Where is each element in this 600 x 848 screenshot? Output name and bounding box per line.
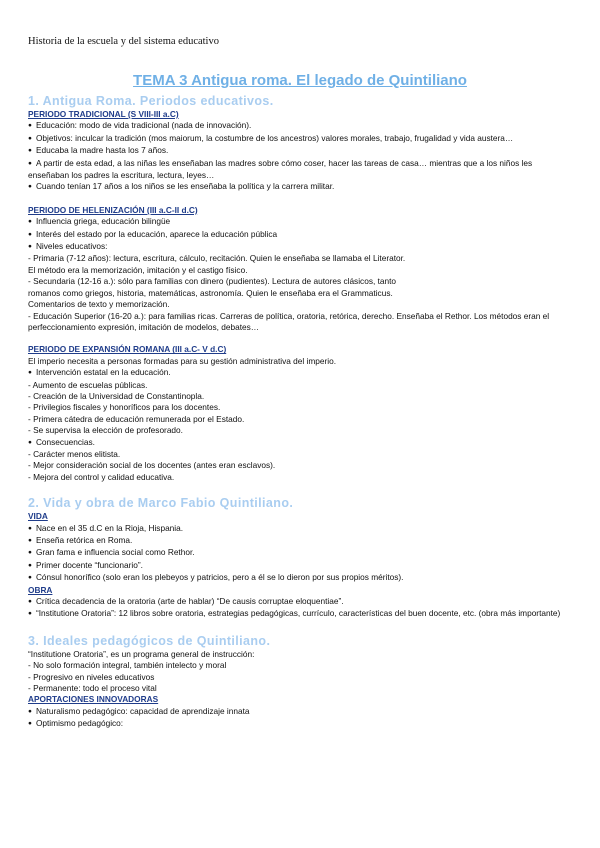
section-heading-3: 3. Ideales pedagógicos de Quintiliano. — [28, 633, 271, 648]
text-line: El imperio necesita a personas formadas para su gestión administrativa del imperio. — [28, 355, 337, 366]
list-item: ● Influencia griega, educación bilingüe — [28, 216, 574, 228]
subheading-periodo-helenizacion: PERIODO DE HELENIZACIÓN (III a.C-II d.C) — [28, 204, 198, 215]
page-title: TEMA 3 Antigua roma. El legado de Quintiliano — [133, 72, 467, 89]
list-item: ● Consecuencias. — [28, 437, 574, 449]
text-line: El método era la memorización, imitación y el castigo físico. — [28, 264, 248, 275]
list-item: ● Optimismo pedagógico: — [28, 718, 574, 730]
text-line: - Progresivo en niveles educativos — [28, 671, 155, 682]
list-item: ● Niveles educativos: — [28, 241, 574, 253]
text-line: - Privilegios fiscales y honoríficos para los docentes. — [28, 402, 221, 413]
subheading-periodo-expansion: PERIODO DE EXPANSIÓN ROMANA (III a.C- V d.C) — [28, 344, 227, 355]
list-item: ● Nace en el 35 d.C en la Rioja, Hispania. — [28, 523, 574, 535]
text-line: - Creación de la Universidad de Constantinopla. — [28, 390, 205, 401]
text-line: - Permanente: todo el proceso vital — [28, 683, 157, 694]
list-item: ● Cuando tenían 17 años a los niños se les enseñaba la política y la carrera militar. — [28, 181, 574, 193]
list-item: ● Enseña retórica en Roma. — [28, 535, 574, 547]
section-heading-2: 2. Vida y obra de Marco Fabio Quintiliano. — [28, 496, 294, 511]
list-item: ● Cónsul honorífico (solo eran los plebeyos y patricios, pero a él se lo dieron por sus propios méritos). — [28, 572, 574, 584]
list-item: ● Gran fama e influencia social como Rethor. — [28, 547, 574, 559]
list-item: ● Objetivos: inculcar la tradición (mos maiorum, la costumbre de los ancestros) valores morales, trabajo, frugalidad y vida austera… — [28, 133, 574, 145]
list-item: ● Primer docente “funcionario”. — [28, 560, 574, 572]
text-line: - Primera cátedra de educación remunerada por el Estado. — [28, 413, 245, 424]
text-line: - No solo formación integral, también intelecto y moral — [28, 660, 227, 671]
document-body — [28, 93, 574, 731]
list-item: ● Educación: modo de vida tradicional (nada de innovación). — [28, 120, 574, 132]
subheading-obra: OBRA — [28, 584, 53, 595]
text-line: - Aumento de escuelas públicas. — [28, 379, 148, 390]
text-line: - Se supervisa la elección de profesorado. — [28, 425, 183, 436]
text-line: - Mejora del control y calidad educativa. — [28, 471, 175, 482]
text-line: romanos como griegos, historia, matemáticas, astronomía. Quien le enseñaba era el Grammaticus. — [28, 287, 393, 298]
list-item: ● A partir de esta edad, a las niñas les enseñaban las madres sobre cómo coser, hacer las tareas de casa… mientras que a los niños les enseñaban los padres la escritura, lectura, leyes… — [28, 158, 574, 182]
text-line: - Carácter menos elitista. — [28, 448, 121, 459]
list-item: ● Crítica decadencia de la oratoria (arte de hablar) “De causis corruptae eloquentiae”. — [28, 596, 574, 608]
list-item: ● Educaba la madre hasta los 7 años. — [28, 145, 574, 157]
section-heading-1: 1. Antigua Roma. Periodos educativos. — [28, 94, 274, 108]
text-line: - Secundaria (12-16 a.): sólo para familias con dinero (pudientes). Lectura de autores clásicos, tanto — [28, 276, 397, 287]
text-line: Comentarios de texto y memorización. — [28, 299, 170, 310]
subheading-vida: VIDA — [28, 511, 48, 522]
subheading-periodo-tradicional: PERIODO TRADICIONAL (S VIII-III a.C) — [28, 109, 179, 119]
text-line: “Institutione Oratoria”, es un programa general de instrucción: — [28, 648, 255, 659]
page-header: Historia de la escuela y del sistema educativo — [28, 36, 219, 47]
list-item: ● “Institutione Oratoria”: 12 libros sobre oratoria, estrategias pedagógicas, currículo, características del buen docente, etc. (obra más importante) — [28, 608, 574, 620]
list-item: ● Intervención estatal en la educación. — [28, 367, 574, 379]
text-line: - Primaria (7-12 años): lectura, escritura, cálculo, recitación. Quien le enseñaba se llamaba el Literator. — [28, 253, 406, 264]
text-line: - Educación Superior (16-20 a.): para familias ricas. Carreras de política, oratoria, retórica, derecho. Enseñaba el Rethor. Los métodos eran el perfeccionamiento expresión, imitación de modelos, debates… — [28, 310, 550, 332]
subheading-aportaciones: APORTACIONES INNOVADORAS — [28, 694, 159, 705]
list-item: ● Naturalismo pedagógico: capacidad de aprendizaje innata — [28, 706, 574, 718]
list-item: ● Interés del estado por la educación, aparece la educación pública — [28, 229, 574, 241]
text-line: - Mejor consideración social de los docentes (antes eran esclavos). — [28, 460, 276, 471]
